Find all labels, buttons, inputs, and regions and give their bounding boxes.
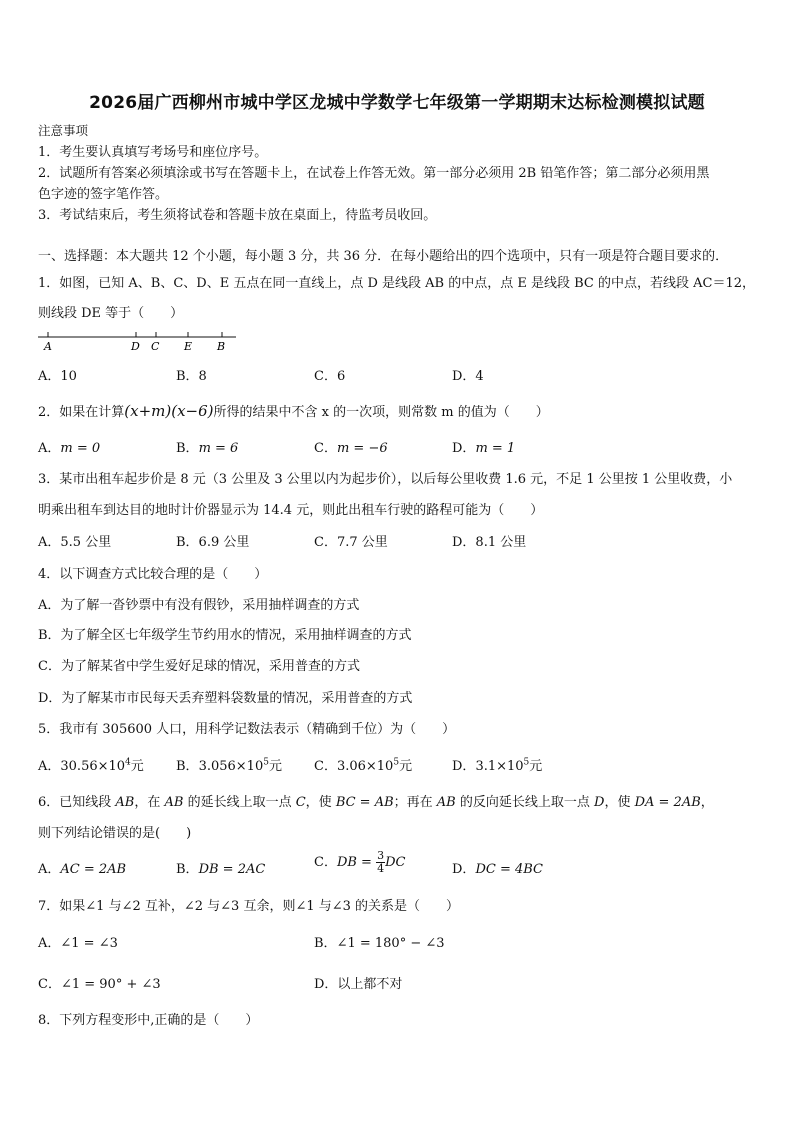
q5-option-a-mantissa: 30.56×10 [60, 759, 126, 774]
q2-option-b-math: m = 6 [198, 441, 239, 456]
q3-option-b[interactable]: B．6.9 公里 [176, 535, 250, 550]
q7-option-c[interactable] [38, 973, 161, 992]
q2-option-a-label: A． [38, 441, 61, 456]
q6-math-d: D [594, 795, 605, 810]
q2-expression: (x+m)(x−6) [124, 402, 214, 420]
q3-option-a[interactable]: A．5.5 公里 [38, 535, 112, 550]
q2-option-c-math: m = −6 [336, 441, 388, 456]
q5-option-b-exponent: 5 [263, 757, 269, 768]
q6-option-b[interactable] [176, 858, 265, 877]
q2-prefix: 2．如果在计算 [38, 405, 125, 420]
q6-option-b-math: DB = 2AC [198, 862, 266, 877]
q6-option-c[interactable] [314, 850, 405, 875]
q1-option-c[interactable]: C．6 [314, 369, 346, 384]
q6-math-bc: BC = AB [335, 795, 394, 810]
q5-option-a-label: A． [38, 759, 61, 774]
q4-option-c[interactable]: C．为了解某省中学生爱好足球的情况，采用普查的方式 [38, 659, 360, 674]
q6-math-ab-3: AB [436, 795, 456, 810]
q5-option-c-exponent: 5 [393, 757, 400, 768]
q4-stem: 4．以下调查方式比较合理的是（ ） [38, 567, 268, 582]
q6-text-7: ，使 [604, 795, 635, 810]
fraction-numerator: 3 [377, 849, 385, 862]
q6-stem-line2: 则下列结论错误的是( ) [38, 826, 192, 841]
notice-item-2-cont: 色字迹的签字笔作答。 [38, 187, 169, 202]
q6-option-d[interactable] [452, 858, 543, 877]
q6-fraction [376, 850, 385, 875]
q5-option-b[interactable] [176, 755, 282, 774]
q6-option-a-math: AC = 2AB [60, 862, 127, 877]
notice-item-2: 2．试题所有答案必须填涂或书写在答题卡上，在试卷上作答无效。第一部分必须用 2B 铅笔作答；第二部分必须用黑 [38, 166, 710, 181]
q2-option-d[interactable] [452, 437, 515, 456]
q5-option-b-label: B． [176, 759, 199, 774]
q6-math-ab-1: AB [115, 795, 135, 810]
notice-heading: 注意事项 [38, 123, 89, 138]
q6-text-4: ，使 [305, 795, 336, 810]
q7-option-c-math: ∠1 = 90° + ∠3 [60, 977, 161, 992]
q6-text-1: 6．已知线段 [38, 795, 116, 810]
notice-item-1: 1．考生要认真填写考场号和座位序号。 [38, 145, 268, 160]
q7-option-b[interactable] [314, 932, 445, 951]
q2-stem [38, 401, 549, 420]
q7-stem: 7．如果∠1 与∠2 互补，∠2 与∠3 互余，则∠1 与∠3 的关系是（ ） [38, 899, 460, 914]
q6-option-a[interactable] [38, 858, 126, 877]
q7-option-b-label: B． [314, 936, 337, 951]
q6-text-8: ， [700, 795, 714, 810]
q3-option-d[interactable]: D．8.1 公里 [452, 535, 527, 550]
q1-option-b[interactable]: B．8 [176, 369, 207, 384]
q5-option-d-mantissa: 3.1×10 [475, 759, 524, 774]
q5-option-d-label: D． [452, 759, 476, 774]
q2-option-a-math: m = 0 [60, 441, 101, 456]
q6-option-d-math: DC = 4BC [475, 862, 543, 877]
q7-option-a-label: A． [38, 936, 61, 951]
q5-option-d-exponent: 5 [523, 757, 530, 768]
q6-text-3: 的延长线上取一点 [183, 795, 296, 810]
point-label-e: E [184, 340, 193, 353]
q2-option-c-label: C． [314, 441, 337, 456]
q7-option-d[interactable]: D．以上都不对 [314, 977, 403, 992]
q5-stem: 5．我市有 305600 人口，用科学记数法表示（精确到千位）为（ ） [38, 722, 456, 737]
q2-option-c[interactable] [314, 437, 388, 456]
q4-option-d[interactable]: D．为了解某市市民每天丢弃塑料袋数量的情况，采用普查的方式 [38, 691, 413, 706]
q5-option-b-unit: 元 [268, 759, 282, 774]
q5-option-c-label: C． [314, 759, 337, 774]
q2-suffix: 所得的结果中不含 x 的一次项，则常数 m 的值为（ ） [213, 405, 549, 420]
point-label-d: D [131, 340, 140, 353]
q6-option-a-label: A． [38, 862, 61, 877]
q5-option-c-mantissa: 3.06×10 [336, 759, 394, 774]
q2-option-a[interactable] [38, 437, 100, 456]
q7-option-a[interactable] [38, 932, 118, 951]
notice-item-3: 3．考试结束后，考生须将试卷和答题卡放在桌面上，待监考员收回。 [38, 208, 437, 223]
q5-option-b-mantissa: 3.056×10 [198, 759, 264, 774]
q6-text-6: 的反向延长线上取一点 [455, 795, 595, 810]
q6-option-c-math: DB = [336, 855, 377, 870]
q3-stem-line2: 明乘出租车到达目的地时计价器显示为 14.4 元，则此出租车行驶的路程可能为（ ） [38, 503, 544, 518]
q5-option-a-exponent: 4 [125, 757, 131, 768]
q6-option-c-label: C． [314, 855, 337, 870]
q1-stem-line2: 则线段 DE 等于（ ） [38, 306, 184, 321]
q2-option-b[interactable] [176, 437, 238, 456]
q5-option-c-unit: 元 [399, 759, 413, 774]
q5-option-a-unit: 元 [130, 759, 144, 774]
exam-title: 2026届广西柳州市城中学区龙城中学数学七年级第一学期期末达标检测模拟试题 [89, 93, 705, 113]
q5-option-d[interactable] [452, 755, 542, 774]
q5-option-c[interactable] [314, 755, 412, 774]
fraction-denominator: 4 [377, 862, 385, 875]
q7-option-b-math: ∠1 = 180° − ∠3 [336, 936, 445, 951]
q6-math-c: C [295, 795, 306, 810]
q6-math-ab-2: AB [164, 795, 184, 810]
q3-option-c[interactable]: C．7.7 公里 [314, 535, 388, 550]
q2-option-d-label: D． [452, 441, 476, 456]
section-heading: 一、选择题：本大题共 12 个小题，每小题 3 分，共 36 分．在每小题给出的四个选项中，只有一项是符合题目要求的． [38, 249, 729, 264]
q2-option-b-label: B． [176, 441, 199, 456]
q1-option-d[interactable]: D．4 [452, 369, 484, 384]
q5-option-a[interactable] [38, 755, 144, 774]
point-label-b: B [217, 340, 226, 353]
q2-option-d-math: m = 1 [475, 441, 516, 456]
q5-option-d-unit: 元 [529, 759, 543, 774]
q6-math-da: DA = 2AB [634, 795, 701, 810]
q6-text-5: ；再在 [393, 795, 437, 810]
q6-option-d-label: D． [452, 862, 476, 877]
q1-line-figure [36, 330, 246, 354]
q3-stem-line1: 3．某市出租车起步价是 8 元（3 公里及 3 公里以内为起步价），以后每公里收费 1.6 元，不足 1 公里按 1 公里收费，小 [38, 472, 733, 487]
q8-stem: 8．下列方程变形中,正确的是（ ） [38, 1013, 259, 1028]
q6-text-2: ，在 [134, 795, 165, 810]
q7-option-c-label: C． [38, 977, 61, 992]
q6-option-b-label: B． [176, 862, 199, 877]
q6-stem-line1 [38, 791, 714, 810]
point-label-a: A [44, 340, 52, 353]
q1-option-a[interactable]: A．10 [38, 369, 77, 384]
q6-option-c-tail: DC [385, 855, 406, 870]
q7-option-a-math: ∠1 = ∠3 [60, 936, 118, 951]
q4-option-b[interactable]: B．为了解全区七年级学生节约用水的情况，采用抽样调查的方式 [38, 628, 412, 643]
q1-stem-line1: 1．如图，已知 A、B、C、D、E 五点在同一直线上，点 D 是线段 AB 的中点，点 E 是线段 BC 的中点，若线段 AC＝12， [38, 276, 756, 291]
point-label-c: C [151, 340, 160, 353]
q4-option-a[interactable]: A．为了解一沓钞票中有没有假钞，采用抽样调查的方式 [38, 598, 360, 613]
